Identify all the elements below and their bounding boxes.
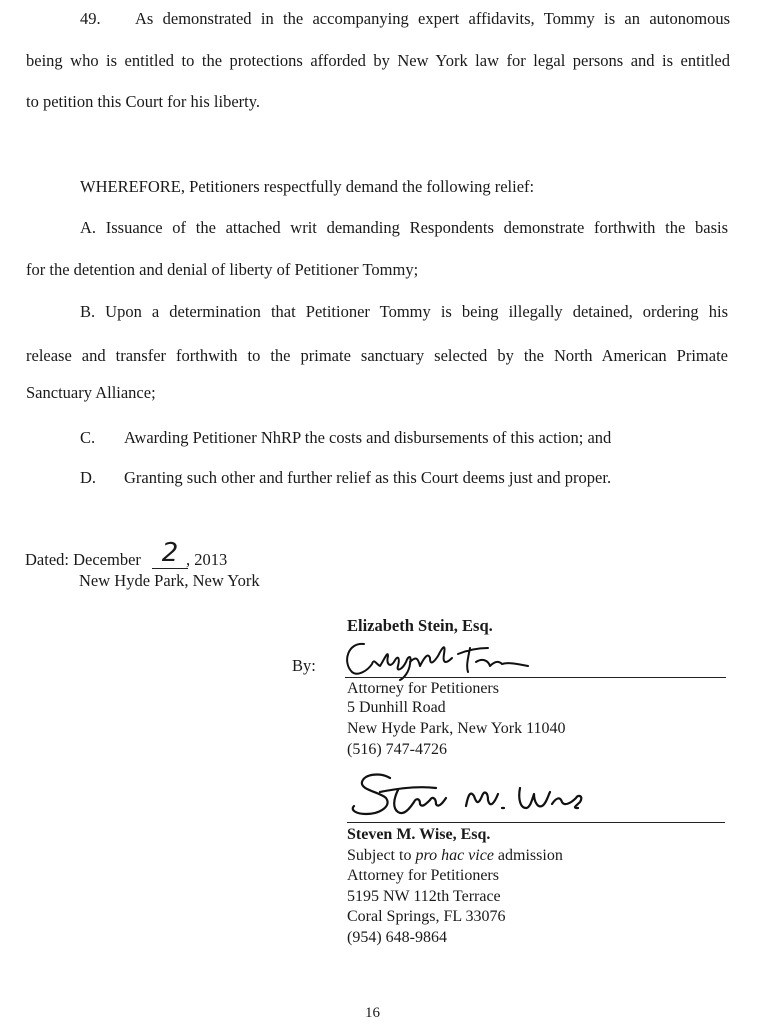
relief-c-letter: C. (80, 428, 96, 447)
dated-day-handwritten: 2 (161, 538, 179, 568)
signatory-2-phone: (954) 648-9864 (347, 929, 447, 946)
signatory-2-role: Attorney for Petitioners (347, 867, 499, 884)
dated-label: Dated: December (25, 550, 141, 569)
wherefore-clause: WHEREFORE, Petitioners respectfully demand the following relief: (80, 177, 535, 196)
subject-post: admission (493, 847, 563, 864)
signature-line-2 (347, 822, 725, 823)
relief-c-text: Awarding Petitioner NhRP the costs and disbursements of this action; and (124, 428, 612, 447)
signatory-1-name: Elizabeth Stein, Esq. (347, 616, 493, 635)
relief-b-line-3: Sanctuary Alliance; (26, 383, 156, 402)
relief-a-line-2: for the detention and denial of liberty of Petitioner Tommy; (26, 260, 419, 279)
signatory-2-name: Steven M. Wise, Esq. (347, 826, 491, 843)
paragraph-49-line-2: being who is entitled to the protections afforded by New York law for legal persons and is entitled (26, 51, 730, 70)
paragraph-49-line-1: As demonstrated in the accompanying expert affidavits, Tommy is an autonomous (135, 9, 730, 28)
subject-pre: Subject to (347, 847, 416, 864)
relief-b-line-2: release and transfer forthwith to the primate sanctuary selected by the North American Primate (26, 346, 728, 365)
steven-wise-signature (340, 768, 600, 826)
dated-day-underline (152, 568, 188, 569)
signatory-2-subject (347, 846, 563, 867)
elizabeth-stein-signature (338, 632, 538, 682)
signatory-1-role: Attorney for Petitioners (347, 680, 499, 697)
paragraph-number: 49. (80, 9, 101, 28)
signatory-2-address-1: 5195 NW 112th Terrace (347, 888, 501, 905)
relief-d-text: Granting such other and further relief as this Court deems just and proper. (124, 468, 612, 487)
page-number: 16 (365, 1005, 380, 1021)
signature-line-1 (345, 677, 726, 678)
signatory-1-address-1: 5 Dunhill Road (347, 699, 446, 716)
relief-a-line-1: A. Issuance of the attached writ demanding Respondents demonstrate forthwith the basis (80, 218, 728, 237)
signatory-1-address-2: New Hyde Park, New York 11040 (347, 720, 566, 737)
signatory-2-address-2: Coral Springs, FL 33076 (347, 908, 506, 925)
dated-place: New Hyde Park, New York (79, 571, 260, 590)
relief-b-line-1: B. Upon a determination that Petitioner Tommy is being illegally detained, ordering his (80, 302, 728, 321)
signatory-1-phone: (516) 747-4726 (347, 741, 447, 758)
subject-italic: pro hac vice (415, 847, 494, 864)
dated-year: , 2013 (186, 550, 228, 569)
paragraph-49-line-3: to petition this Court for his liberty. (26, 92, 261, 111)
relief-d-letter: D. (80, 468, 97, 487)
by-label: By: (292, 656, 316, 675)
